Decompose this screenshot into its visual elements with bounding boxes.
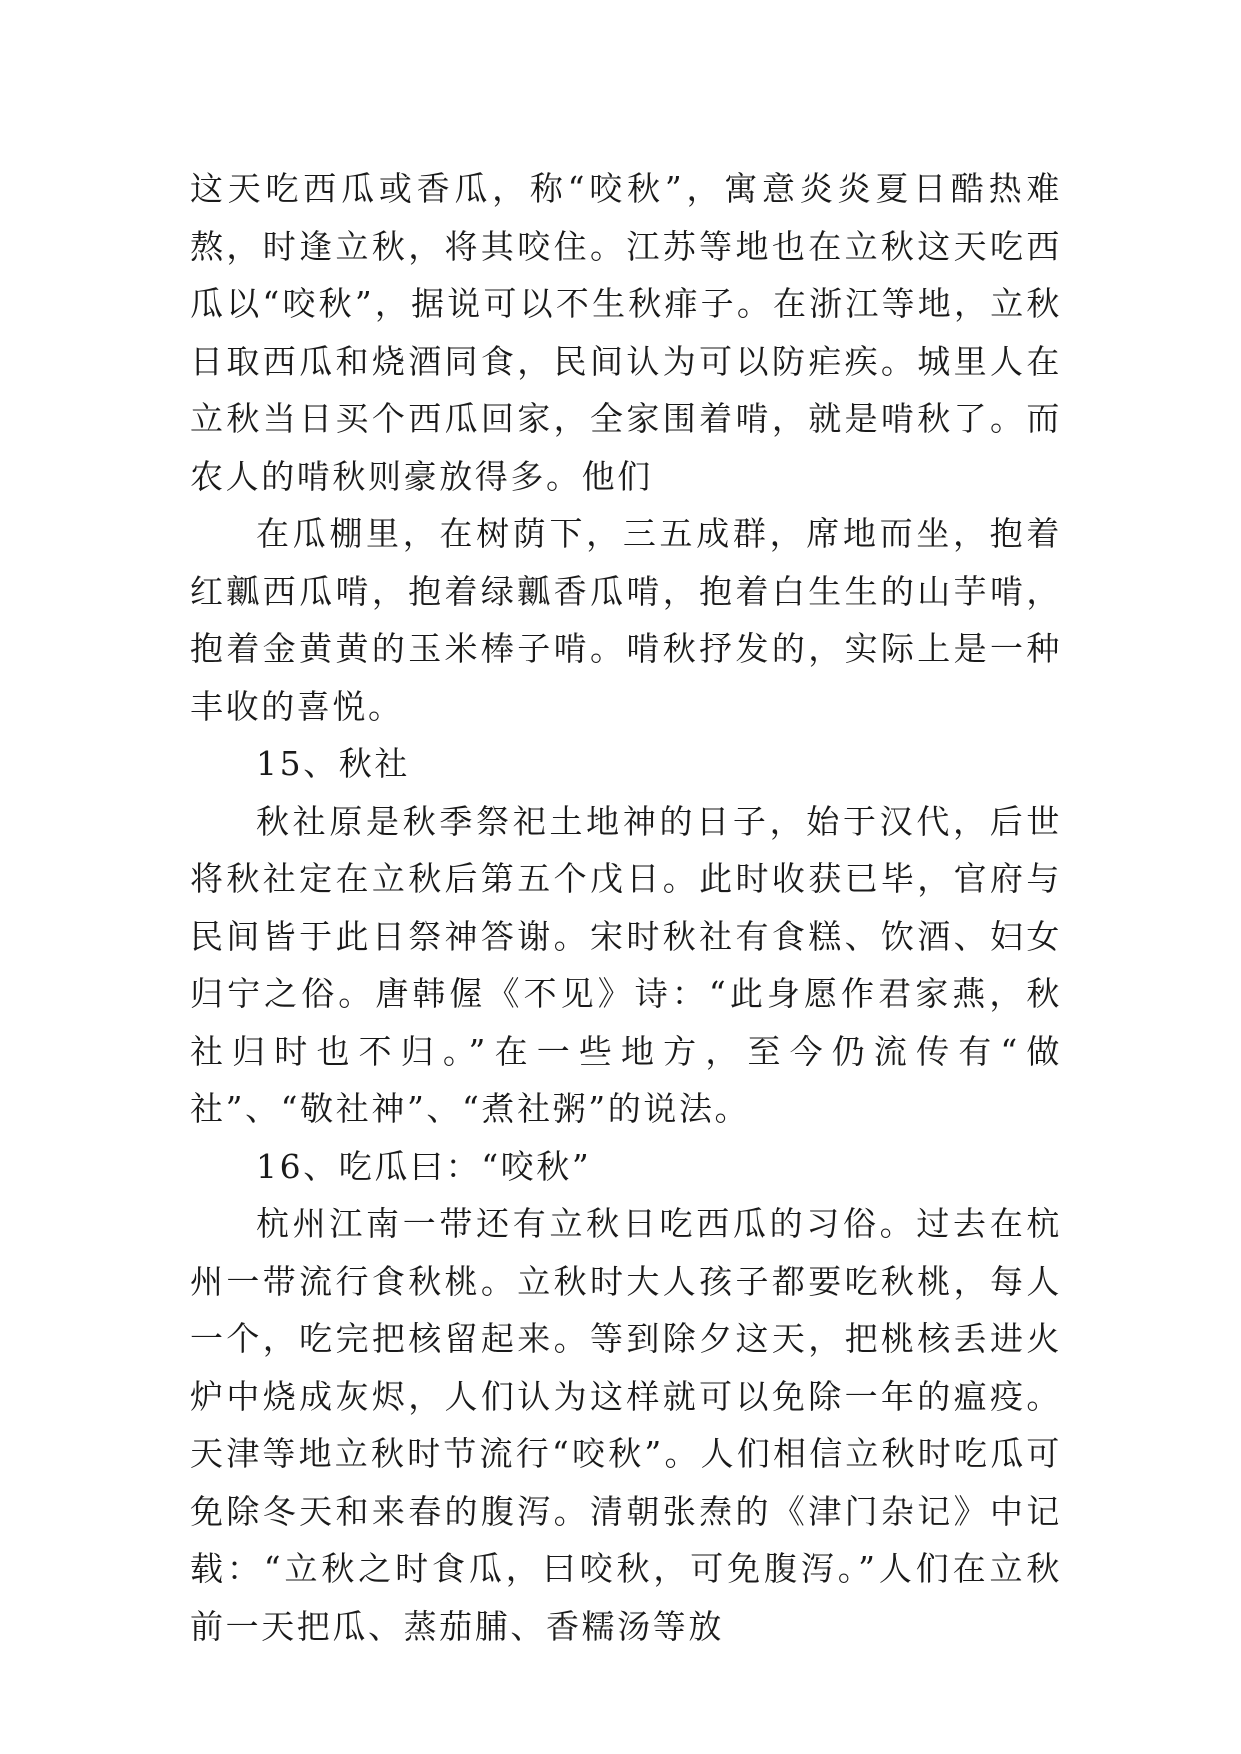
paragraph-eat-melon: 杭州江南一带还有立秋日吃西瓜的习俗。过去在杭州一带流行食秋桃。立秋时大人孩子都要吃秋桃，每人一个，吃完把核留起来。等到除夕这天，把桃核丢进火炉中烧成灰烬，人们认为这样就可以免除一年的瘟疫。天津等地立秋时节流行“咬秋”。人们相信立秋时吃瓜可免除冬天和来春的腹泻。清朝张焘的《津门杂记》中记载：“立秋之时食瓜，曰咬秋，可免腹泻。”人们在立秋前一天把瓜、蒸茄脯、香糯汤等放 bbox=[190, 1204, 1062, 1646]
document-page bbox=[190, 160, 1062, 1655]
section-heading-qiu-she: 15、秋社 bbox=[256, 744, 410, 783]
paragraph-yao-qiu-intro: 这天吃西瓜或香瓜，称“咬秋”，寓意炎炎夏日酷热难熬，时逢立秋，将其咬住。江苏等地也在立秋这天吃西瓜以“咬秋”，据说可以不生秋痱子。在浙江等地，立秋日取西瓜和烧酒同食，民间认为可以防疟疾。城里人在立秋当日买个西瓜回家，全家围着啃，就是啃秋了。而农人的啃秋则豪放得多。他们 bbox=[190, 169, 1062, 496]
paragraph-qiu-she: 秋社原是秋季祭祀土地神的日子，始于汉代，后世将秋社定在立秋后第五个戊日。此时收获已毕，官府与民间皆于此日祭神答谢。宋时秋社有食糕、饮酒、妇女归宁之俗。唐韩偓《不见》诗：“此身愿作君家燕，秋社归时也不归。”在一些地方，至今仍流传有“做社”、“敬社神”、“煮社粥”的说法。 bbox=[190, 801, 1062, 1128]
section-heading-eat-melon: 16、吃瓜曰：“咬秋” bbox=[256, 1146, 592, 1186]
paragraph-ken-qiu: 在瓜棚里，在树荫下，三五成群，席地而坐，抱着红瓤西瓜啃，抱着绿瓤香瓜啃，抱着白生生的山芋啃，抱着金黄黄的玉米棒子啃。啃秋抒发的，实际上是一种丰收的喜悦。 bbox=[190, 514, 1062, 726]
